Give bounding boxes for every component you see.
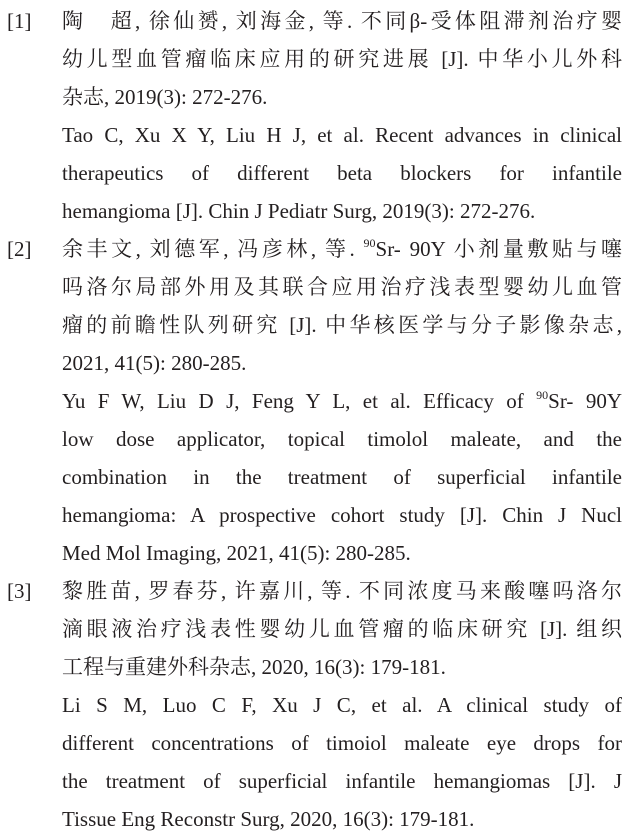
reference-text: Sr- 90Y bbox=[548, 389, 622, 413]
reference-line: 吗洛尔局部外用及其联合应用治疗浅表型婴幼儿血管 bbox=[62, 275, 622, 299]
reference-text: Sr- 90Y 小剂量敷贴与噻 bbox=[375, 237, 622, 261]
reference-line: 陶 超, 徐仙赟, 刘海金, 等. 不同β-受体阻滞剂治疗婴 bbox=[62, 9, 622, 33]
reference-line: 工程与重建外科杂志, 2020, 16(3): 179-181. bbox=[62, 655, 446, 679]
reference-line: 杂志, 2019(3): 272-276. bbox=[62, 85, 268, 109]
reference-number: [2] bbox=[7, 237, 32, 261]
superscript: 90 bbox=[363, 236, 376, 250]
reference-line: 幼儿型血管瘤临床应用的研究进展 [J]. 中华小儿外科 bbox=[62, 47, 622, 71]
reference-number: [1] bbox=[7, 9, 32, 33]
reference-line: hemangioma: A prospective cohort study [J]. Chin J Nucl bbox=[62, 503, 622, 527]
reference-line: Tissue Eng Reconstr Surg, 2020, 16(3): 179-181. bbox=[62, 807, 475, 831]
reference-line: hemangioma [J]. Chin J Pediatr Surg, 2019(3): 272-276. bbox=[62, 199, 536, 223]
reference-line bbox=[62, 382, 622, 420]
reference-line: combination in the treatment of superficial infantile bbox=[62, 465, 622, 489]
reference-line: 黎胜苗, 罗春芬, 许嘉川, 等. 不同浓度马来酸噻吗洛尔 bbox=[62, 579, 622, 603]
reference-line: 滴眼液治疗浅表性婴幼儿血管瘤的临床研究 [J]. 组织 bbox=[62, 617, 622, 641]
reference-number: [3] bbox=[7, 579, 32, 603]
reference-line: Tao C, Xu X Y, Liu H J, et al. Recent advances in clinical bbox=[62, 123, 622, 147]
reference-line: Li S M, Luo C F, Xu J C, et al. A clinical study of bbox=[62, 693, 622, 717]
superscript: 90 bbox=[536, 388, 549, 402]
reference-line: low dose applicator, topical timolol maleate, and the bbox=[62, 427, 622, 451]
reference-line: the treatment of superficial infantile hemangiomas [J]. J bbox=[62, 769, 622, 793]
reference-line bbox=[62, 230, 622, 268]
reference-line: different concentrations of timoiol maleate eye drops for bbox=[62, 731, 622, 755]
reference-line: Med Mol Imaging, 2021, 41(5): 280-285. bbox=[62, 541, 411, 565]
reference-line: therapeutics of different beta blockers for infantile bbox=[62, 161, 622, 185]
reference-text: 余丰文, 刘德军, 冯彦林, 等. bbox=[62, 237, 364, 261]
reference-line: 2021, 41(5): 280-285. bbox=[62, 351, 247, 375]
reference-text: Yu F W, Liu D J, Feng Y L, et al. Efficacy of bbox=[62, 389, 537, 413]
reference-line: 瘤的前瞻性队列研究 [J]. 中华核医学与分子影像杂志, bbox=[62, 313, 622, 337]
